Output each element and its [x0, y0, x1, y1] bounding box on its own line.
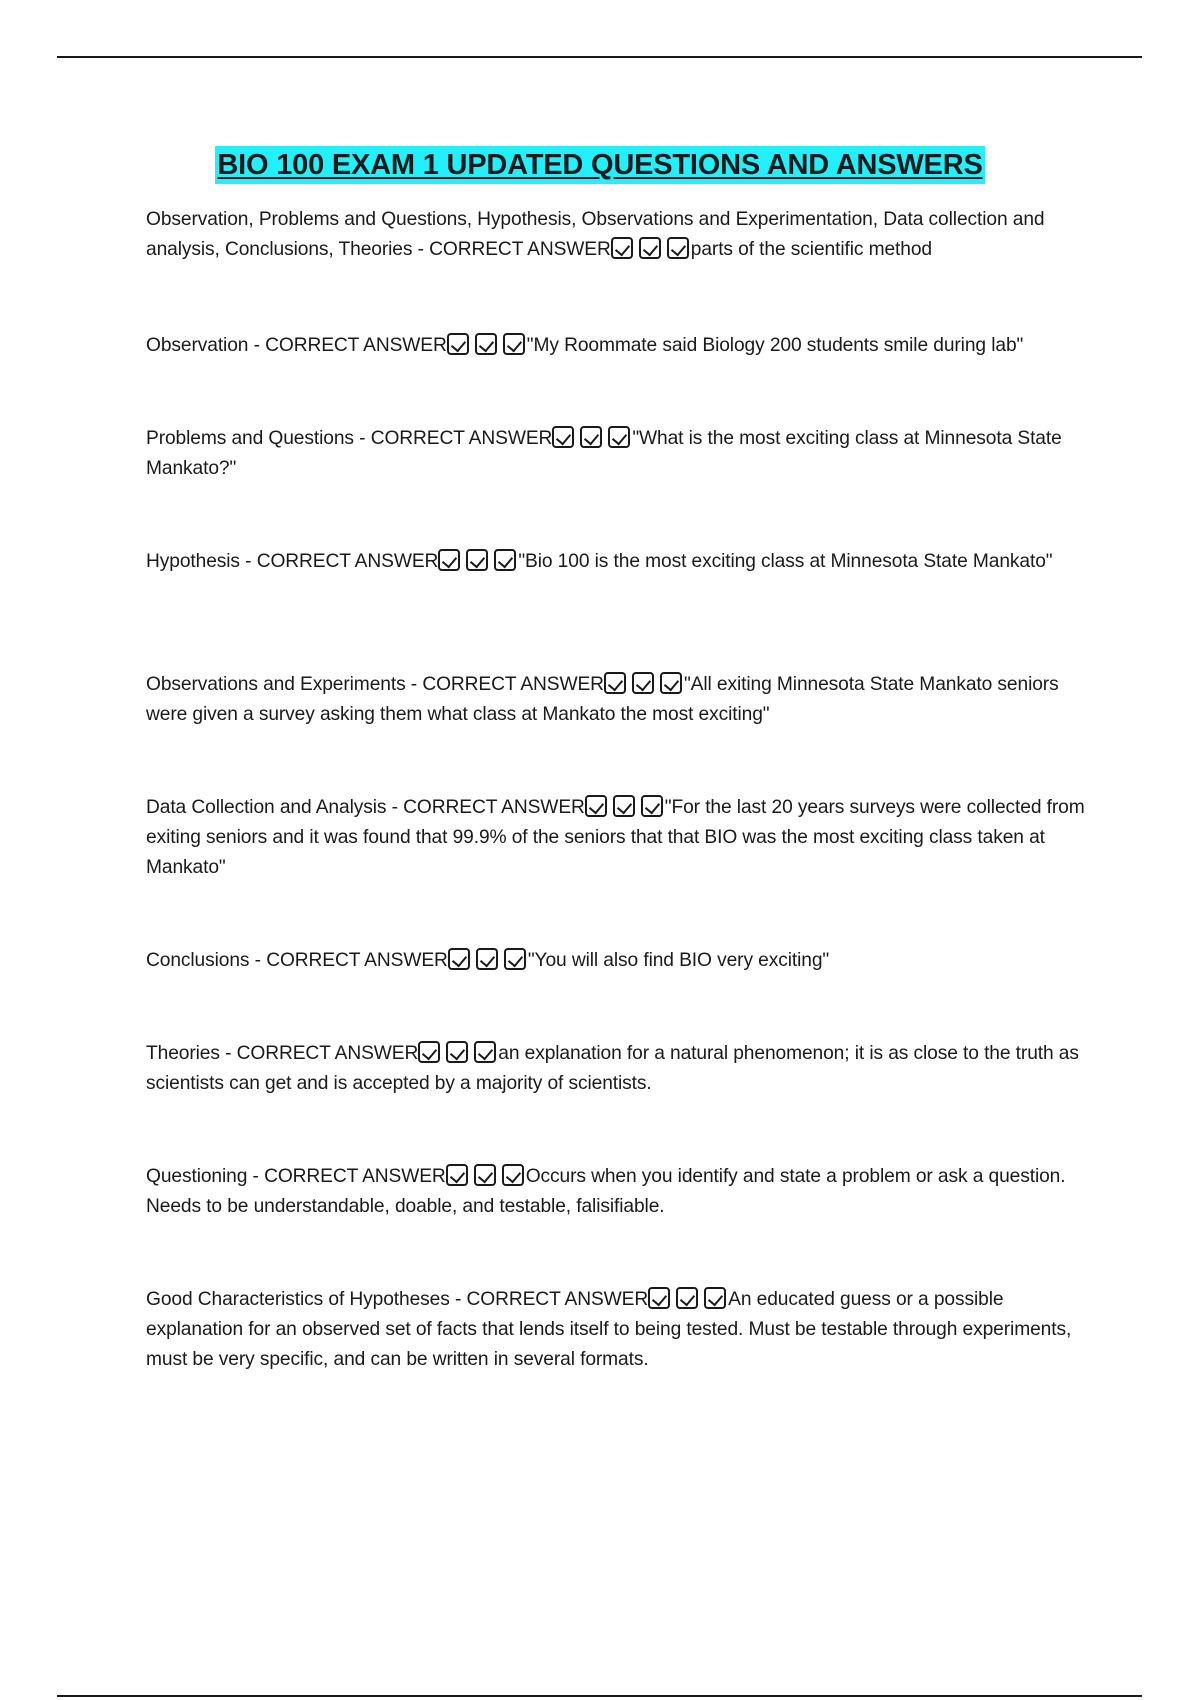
- qa-term: Hypothesis: [146, 551, 240, 572]
- qa-term: Conclusions: [146, 950, 250, 971]
- answer-label: CORRECT ANSWER: [429, 239, 611, 260]
- answer-label: CORRECT ANSWER: [265, 335, 447, 356]
- answer-label: CORRECT ANSWER: [466, 1289, 649, 1310]
- checked-box-icon: [704, 1287, 726, 1309]
- title-container: [0, 146, 1200, 184]
- separator: -: [248, 335, 266, 356]
- check-marks: [585, 793, 665, 823]
- qa-answer: Occurs when you identify and state a problem or ask a question. Needs to be understandable, doable, and testable, falisifiable.: [146, 1166, 1066, 1217]
- answer-label: CORRECT ANSWER: [370, 428, 553, 449]
- qa-item: [146, 547, 1086, 577]
- checked-box-icon: [476, 948, 498, 970]
- checked-box-icon: [604, 672, 626, 694]
- qa-answer: "What is the most exciting class at Minnesota State Mankato?": [146, 428, 1062, 479]
- checked-box-icon: [503, 333, 525, 355]
- checked-box-icon: [608, 426, 630, 448]
- qa-answer: "For the last 20 years surveys were collected from exiting seniors and it was found that 99.9% of the seniors that that BIO was the most exciting class taken at Mankato": [146, 797, 1085, 878]
- check-marks: [648, 1285, 728, 1315]
- qa-answer: An educated guess or a possible explanation for an observed set of facts that lends itself to being tested. Must be testable through experiments, must be very specific, and can be written in several formats.: [146, 1289, 1072, 1370]
- checked-box-icon: [446, 1164, 468, 1186]
- separator: -: [449, 1289, 467, 1310]
- separator: -: [239, 551, 257, 572]
- checked-box-icon: [660, 672, 682, 694]
- qa-item: [146, 670, 1086, 730]
- checked-box-icon: [585, 795, 607, 817]
- document-title: BIO 100 EXAM 1 UPDATED QUESTIONS AND ANSWERS: [215, 146, 984, 184]
- qa-answer: parts of the scientific method: [690, 239, 932, 260]
- check-marks: [438, 547, 518, 577]
- checked-box-icon: [613, 795, 635, 817]
- checked-box-icon: [438, 549, 460, 571]
- qa-term: Good Characteristics of Hypotheses: [146, 1289, 450, 1310]
- bottom-rule: [57, 1695, 1142, 1697]
- checked-box-icon: [667, 237, 689, 259]
- checked-box-icon: [466, 549, 488, 571]
- answer-label: CORRECT ANSWER: [256, 551, 439, 572]
- check-marks: [611, 235, 691, 265]
- top-rule: [57, 56, 1142, 58]
- checked-box-icon: [475, 333, 497, 355]
- checked-box-icon: [474, 1164, 496, 1186]
- checked-box-icon: [648, 1287, 670, 1309]
- qa-term: Theories: [146, 1043, 220, 1064]
- qa-item: [146, 793, 1086, 883]
- qa-answer: an explanation for a natural phenomenon; it is as close to the truth as scientists can get and is accepted by a majority of scientists.: [146, 1043, 1079, 1094]
- qa-answer: "All exiting Minnesota State Mankato seniors were given a survey asking them what class at Mankato the most exciting": [146, 674, 1059, 725]
- check-marks: [448, 946, 528, 976]
- separator: -: [219, 1043, 237, 1064]
- answer-label: CORRECT ANSWER: [266, 950, 448, 971]
- answer-label: CORRECT ANSWER: [422, 674, 604, 695]
- check-marks: [446, 1162, 526, 1192]
- qa-item: [146, 424, 1086, 484]
- checked-box-icon: [446, 1041, 468, 1063]
- separator: -: [405, 674, 423, 695]
- separator: -: [386, 797, 404, 818]
- separator: -: [249, 950, 267, 971]
- qa-item: [146, 1039, 1086, 1099]
- checked-box-icon: [474, 1041, 496, 1063]
- checked-box-icon: [632, 672, 654, 694]
- check-marks: [552, 424, 632, 454]
- check-marks: [418, 1039, 498, 1069]
- separator: -: [353, 428, 371, 449]
- check-marks: [604, 670, 684, 700]
- qa-item: [146, 205, 1086, 265]
- answer-label: CORRECT ANSWER: [264, 1166, 446, 1187]
- checked-box-icon: [641, 795, 663, 817]
- separator: -: [247, 1166, 265, 1187]
- check-marks: [447, 331, 527, 361]
- qa-item: [146, 946, 1086, 976]
- checked-box-icon: [418, 1041, 440, 1063]
- qa-item: [146, 1285, 1086, 1375]
- checked-box-icon: [611, 237, 633, 259]
- checked-box-icon: [448, 948, 470, 970]
- qa-answer: "Bio 100 is the most exciting class at Minnesota State Mankato": [518, 551, 1053, 572]
- checked-box-icon: [447, 333, 469, 355]
- qa-answer: "My Roommate said Biology 200 students smile during lab": [526, 335, 1024, 356]
- answer-label: CORRECT ANSWER: [403, 797, 585, 818]
- qa-term: Questioning: [146, 1166, 248, 1187]
- checked-box-icon: [639, 237, 661, 259]
- checked-box-icon: [580, 426, 602, 448]
- checked-box-icon: [502, 1164, 524, 1186]
- qa-term: Problems and Questions: [146, 428, 354, 449]
- separator: -: [412, 239, 430, 260]
- qa-term: Observation: [146, 335, 249, 356]
- qa-term: Observations and Experiments: [146, 674, 406, 695]
- qa-answer: "You will also find BIO very exciting": [527, 950, 830, 971]
- qa-item: [146, 331, 1086, 361]
- qa-item: [146, 1162, 1086, 1222]
- checked-box-icon: [552, 426, 574, 448]
- checked-box-icon: [504, 948, 526, 970]
- qa-term: Data Collection and Analysis: [146, 797, 387, 818]
- checked-box-icon: [494, 549, 516, 571]
- answer-label: CORRECT ANSWER: [236, 1043, 419, 1064]
- qa-term: Observation, Problems and Questions, Hypothesis, Observations and Experimentation, Data collection and analysis, Conclusions, Theories: [146, 209, 1045, 260]
- checked-box-icon: [676, 1287, 698, 1309]
